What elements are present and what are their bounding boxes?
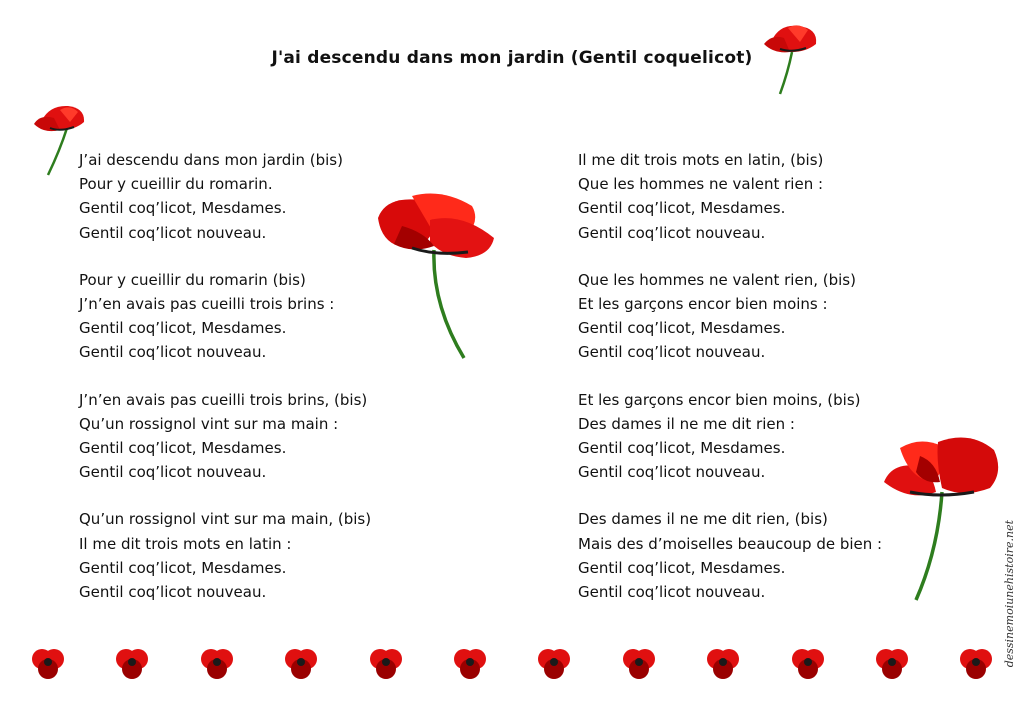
lyric-line: Gentil coq’licot nouveau.	[79, 343, 267, 362]
lyric-line: Il me dit trois mots en latin :	[79, 534, 292, 553]
lyric-line: Gentil coq’licot nouveau.	[578, 223, 766, 242]
lyric-line: Gentil coq’licot nouveau.	[79, 223, 267, 242]
lyric-line: Gentil coq’licot, Mesdames.	[578, 199, 786, 218]
poppy-icon	[114, 645, 150, 681]
lyric-line: Des dames il ne me dit rien, (bis)	[578, 510, 828, 529]
poppy-border	[0, 645, 1024, 681]
page-title: J'ai descendu dans mon jardin (Gentil coquelicot)	[271, 48, 753, 68]
poppy-icon	[30, 645, 66, 681]
stanza	[79, 148, 439, 245]
lyric-line: Gentil coq’licot, Mesdames.	[79, 319, 287, 338]
stanza	[578, 148, 938, 245]
poppy-icon	[621, 645, 657, 681]
poppy-icon	[705, 645, 741, 681]
stanza	[578, 268, 938, 365]
stanza	[79, 268, 439, 365]
lyric-line: Mais des d’moiselles beaucoup de bien :	[578, 534, 883, 553]
lyric-line: Que les hommes ne valent rien, (bis)	[578, 270, 856, 289]
lyric-line: Et les garçons encor bien moins, (bis)	[578, 390, 861, 409]
stanza	[79, 388, 439, 485]
poppy-icon	[368, 645, 404, 681]
lyric-line: Gentil coq’licot, Mesdames.	[79, 439, 287, 458]
lyric-line: Que les hommes ne valent rien :	[578, 175, 824, 194]
lyric-line: Gentil coq’licot, Mesdames.	[578, 319, 786, 338]
stanza	[79, 507, 439, 604]
lyric-line: Gentil coq’licot nouveau.	[79, 583, 267, 602]
lyrics-left-column	[79, 148, 439, 627]
lyric-line: Il me dit trois mots en latin, (bis)	[578, 151, 824, 169]
stanza	[578, 507, 938, 604]
lyric-line: Gentil coq’licot, Mesdames.	[79, 199, 287, 218]
poppy-icon	[283, 645, 319, 681]
lyric-line: Qu’un rossignol vint sur ma main, (bis)	[79, 510, 372, 529]
lyric-line: Gentil coq’licot nouveau.	[79, 463, 267, 482]
stanza	[578, 388, 938, 485]
lyric-line: Des dames il ne me dit rien :	[578, 414, 795, 433]
poppy-icon	[452, 645, 488, 681]
site-signature: dessinemoiunehistoire.net	[1003, 520, 1016, 668]
poppy-icon	[874, 645, 910, 681]
lyrics-right-column	[578, 148, 938, 627]
lyric-line: Pour y cueillir du romarin (bis)	[79, 270, 306, 289]
poppy-icon	[199, 645, 235, 681]
lyric-line: J’ai descendu dans mon jardin (bis)	[79, 151, 343, 169]
lyric-line: Et les garçons encor bien moins :	[578, 295, 828, 314]
lyric-line: Gentil coq’licot nouveau.	[578, 463, 766, 482]
poppy-icon	[790, 645, 826, 681]
lyric-line: Gentil coq’licot nouveau.	[578, 583, 766, 602]
lyric-line: J’n’en avais pas cueilli trois brins :	[79, 295, 335, 314]
lyric-line: Gentil coq’licot nouveau.	[578, 343, 766, 362]
lyric-line: Pour y cueillir du romarin.	[79, 175, 273, 194]
poppy-icon	[958, 645, 994, 681]
lyric-line: J’n’en avais pas cueilli trois brins, (bis)	[79, 390, 368, 409]
lyric-line: Gentil coq’licot, Mesdames.	[578, 439, 786, 458]
poppy-illustration	[762, 22, 822, 97]
poppy-icon	[536, 645, 572, 681]
lyric-line: Gentil coq’licot, Mesdames.	[79, 558, 287, 577]
lyric-line: Qu’un rossignol vint sur ma main :	[79, 414, 339, 433]
lyric-line: Gentil coq’licot, Mesdames.	[578, 558, 786, 577]
